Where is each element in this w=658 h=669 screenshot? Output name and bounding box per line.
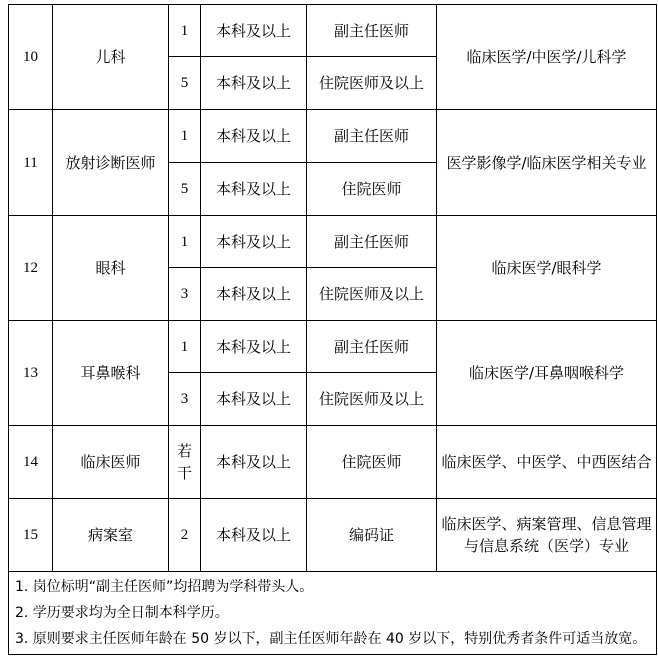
notes-cell bbox=[9, 572, 657, 655]
headcount-text: 若干 bbox=[176, 442, 192, 482]
major-text: 医学影像学/临床医学相关专业 bbox=[446, 153, 647, 172]
note-1: 1. 岗位标明“副主任医师”均招聘为学科带头人。 bbox=[15, 579, 314, 595]
headcount-cell: 3 bbox=[169, 373, 201, 426]
education-cell: 本科及以上 bbox=[201, 110, 307, 163]
table-row bbox=[9, 216, 657, 268]
department-cell: 儿科 bbox=[53, 5, 169, 110]
education-cell: 本科及以上 bbox=[201, 373, 307, 426]
education-cell: 本科及以上 bbox=[201, 216, 307, 268]
headcount-cell: 1 bbox=[169, 321, 201, 373]
major-text: 临床医学、病案管理、信息管理与信息系统（医学）专业 bbox=[441, 515, 652, 555]
major-cell: 临床医学/耳鼻咽喉科学 bbox=[437, 321, 657, 426]
title-cell: 住院医师 bbox=[307, 426, 437, 499]
education-cell: 本科及以上 bbox=[201, 57, 307, 110]
department-cell: 眼科 bbox=[53, 216, 169, 321]
title-cell: 编码证 bbox=[307, 499, 437, 572]
education-cell: 本科及以上 bbox=[201, 426, 307, 499]
positions-table bbox=[8, 4, 657, 655]
headcount-cell: 1 bbox=[169, 216, 201, 268]
title-cell: 住院医师及以上 bbox=[307, 57, 437, 110]
major-cell bbox=[437, 426, 657, 499]
headcount-cell: 5 bbox=[169, 57, 201, 110]
education-cell: 本科及以上 bbox=[201, 268, 307, 321]
title-cell: 住院医师及以上 bbox=[307, 373, 437, 426]
title-cell: 副主任医师 bbox=[307, 110, 437, 163]
major-text: 临床医学、中医学、中西医结合 bbox=[441, 453, 652, 471]
row-number: 13 bbox=[9, 321, 53, 426]
row-number: 12 bbox=[9, 216, 53, 321]
department-cell: 病案室 bbox=[53, 499, 169, 572]
note-2: 2. 学历要求均为全日制本科学历。 bbox=[15, 605, 229, 621]
row-number: 10 bbox=[9, 5, 53, 110]
title-cell: 副主任医师 bbox=[307, 5, 437, 57]
row-number: 14 bbox=[9, 426, 53, 499]
department-cell: 放射诊断医师 bbox=[53, 110, 169, 216]
note-3: 3. 原则要求主任医师年龄在 50 岁以下，副主任医师年龄在 40 岁以下，特别优秀者条件可适当放宽。 bbox=[15, 631, 647, 647]
department-cell: 临床医师 bbox=[53, 426, 169, 499]
table-row bbox=[9, 321, 657, 373]
table-row bbox=[9, 499, 657, 572]
headcount-cell: 5 bbox=[169, 163, 201, 216]
headcount-cell bbox=[169, 426, 201, 499]
headcount-cell: 1 bbox=[169, 5, 201, 57]
headcount-cell: 1 bbox=[169, 110, 201, 163]
education-cell: 本科及以上 bbox=[201, 163, 307, 216]
education-cell: 本科及以上 bbox=[201, 321, 307, 373]
headcount-cell: 3 bbox=[169, 268, 201, 321]
row-number: 11 bbox=[9, 110, 53, 216]
major-cell bbox=[437, 499, 657, 572]
title-cell: 住院医师 bbox=[307, 163, 437, 216]
major-cell: 临床医学/眼科学 bbox=[437, 216, 657, 321]
education-cell: 本科及以上 bbox=[201, 5, 307, 57]
table-row bbox=[9, 5, 657, 57]
major-cell: 临床医学/中医学/儿科学 bbox=[437, 5, 657, 110]
row-number: 15 bbox=[9, 499, 53, 572]
headcount-cell: 2 bbox=[169, 499, 201, 572]
title-cell: 住院医师及以上 bbox=[307, 268, 437, 321]
title-cell: 副主任医师 bbox=[307, 216, 437, 268]
table-row bbox=[9, 110, 657, 163]
education-cell: 本科及以上 bbox=[201, 499, 307, 572]
major-cell bbox=[437, 110, 657, 216]
department-cell: 耳鼻喉科 bbox=[53, 321, 169, 426]
notes-row bbox=[9, 572, 657, 655]
title-cell: 副主任医师 bbox=[307, 321, 437, 373]
table-row bbox=[9, 426, 657, 499]
